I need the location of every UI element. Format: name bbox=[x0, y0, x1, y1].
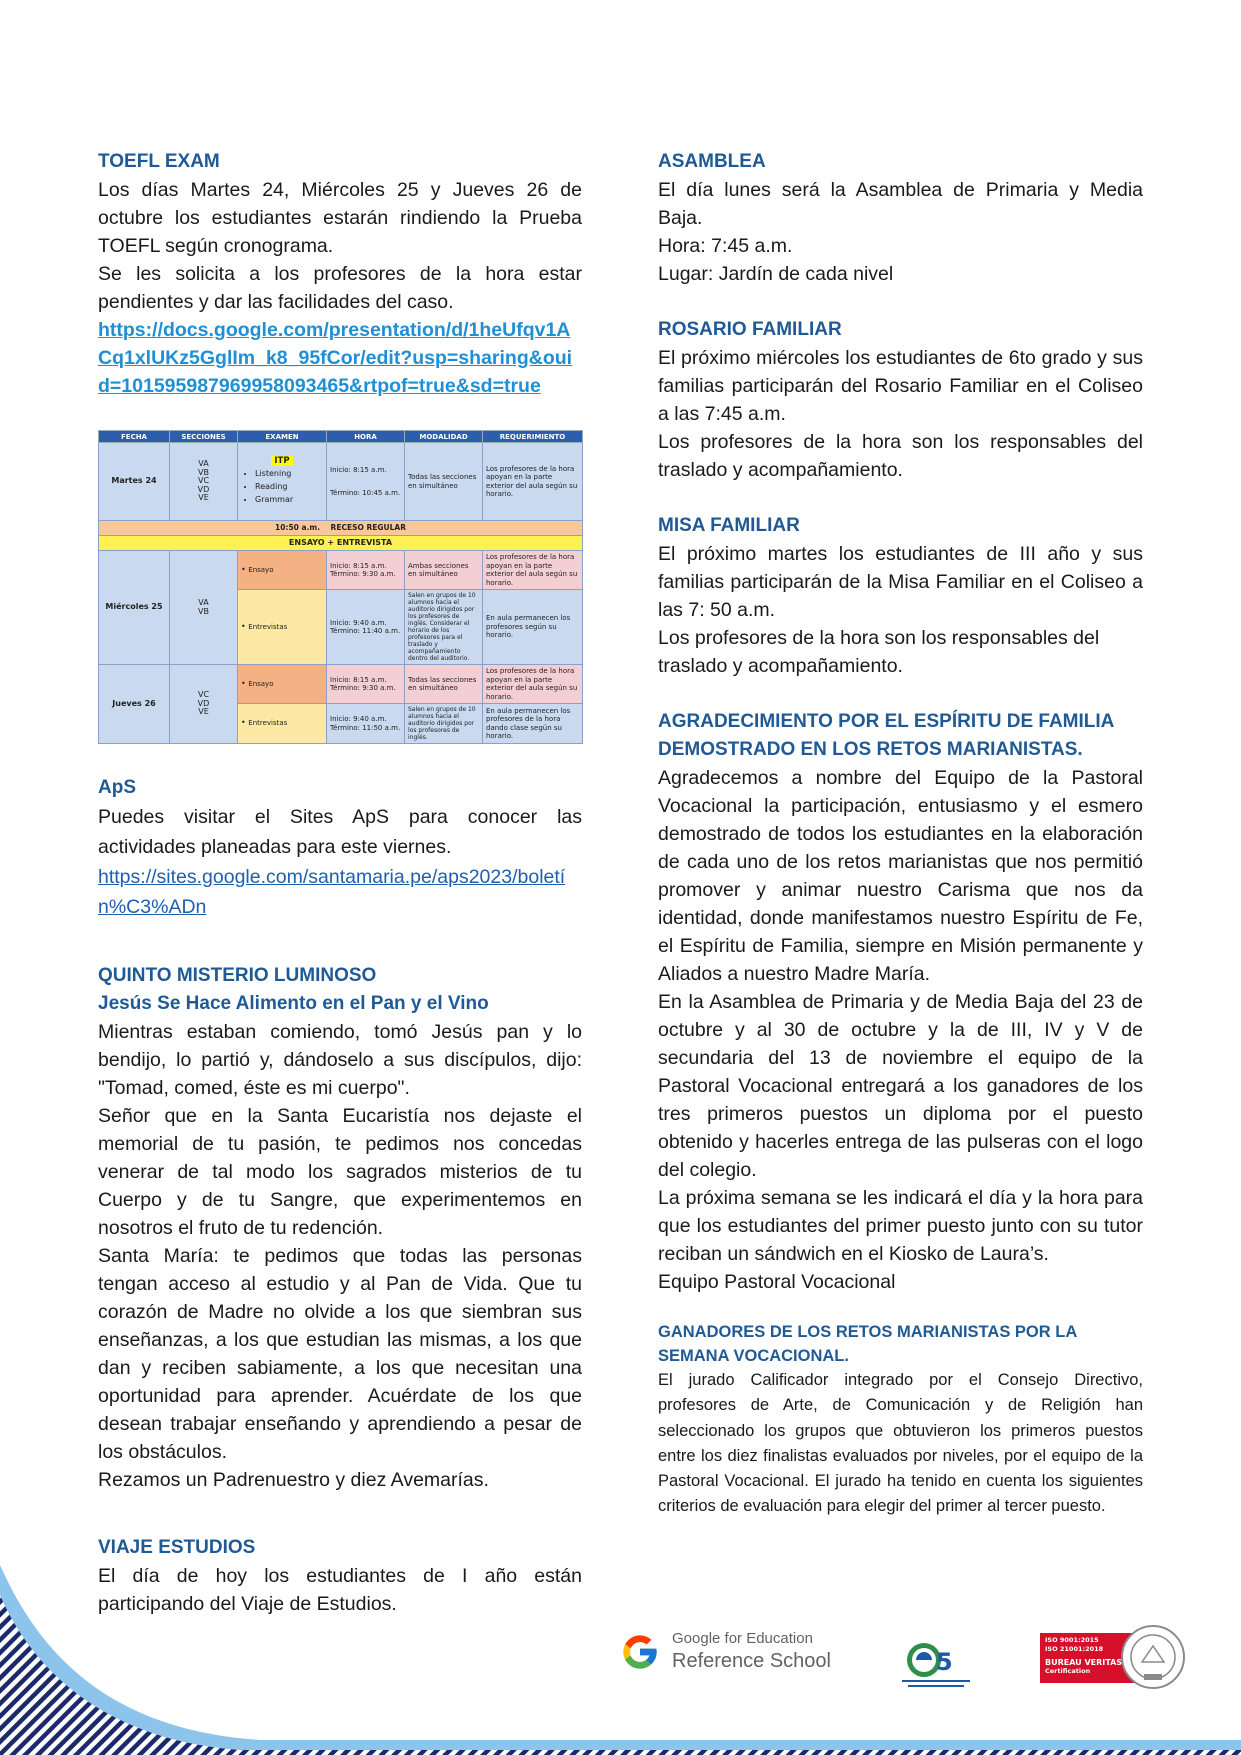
requerimiento-cell: Los profesores de la hora apoyan en la parte exterior del aula según su horario. bbox=[483, 665, 583, 704]
section-label: VD bbox=[197, 484, 210, 494]
toefl-section bbox=[98, 148, 582, 400]
viaje-heading: VIAJE ESTUDIOS bbox=[98, 1537, 256, 1558]
table-header: FECHA bbox=[99, 431, 170, 443]
misa-heading: MISA FAMILIAR bbox=[658, 515, 800, 536]
misterio-section bbox=[98, 962, 582, 1494]
exam-cell: • Entrevistas bbox=[238, 590, 327, 665]
ganadores-heading: GANADORES DE LOS RETOS MARIANISTAS POR LA SEMANA VOCACIONAL. bbox=[658, 1323, 1077, 1365]
bureau-veritas-seal-icon bbox=[1120, 1624, 1186, 1690]
section-label: VC bbox=[197, 690, 210, 700]
aps-section bbox=[98, 774, 582, 922]
requerimiento-cell: En aula permanecen los profesores de la hora dando clase según su horario. bbox=[483, 704, 583, 744]
recess-label: RECESO REGULAR bbox=[330, 522, 406, 532]
toefl-link[interactable]: https://docs.google.com/presentation/d/1heUfqv1ACq1xlUKz5GglIm_k8_95fCor/edit?usp=sharing&ouid=101595987969958093465&rtpof=true&sd=true bbox=[98, 319, 573, 397]
hora-termino: Término: 11:50 a.m. bbox=[330, 723, 401, 732]
modalidad-cell: Salen en grupos de 10 alumnos hacia el auditorio dirigidos por los profesores de inglés. bbox=[405, 704, 483, 744]
hora-inicio: Inicio: 9:40 a.m. bbox=[330, 618, 387, 627]
table-header: MODALIDAD bbox=[405, 431, 483, 443]
toefl-schedule-table bbox=[98, 430, 583, 744]
hora-termino: Término: 10:45 a.m. bbox=[330, 488, 401, 497]
agradecimiento-heading: AGRADECIMIENTO POR EL ESPÍRITU DE FAMILIA DEMOSTRADO EN LOS RETOS MARIANISTAS. bbox=[658, 711, 1114, 760]
table-row-miercoles-ensayo bbox=[99, 551, 583, 590]
asamblea-heading: ASAMBLEA bbox=[658, 151, 766, 172]
exam-item: Entrevistas bbox=[248, 719, 288, 728]
hora-inicio: Inicio: 8:15 a.m. bbox=[330, 466, 387, 474]
asamblea-hora: Hora: 7:45 a.m. bbox=[658, 235, 793, 257]
misterio-paragraph-2: Señor que en la Santa Eucaristía nos dejaste el memorial de tu pasión, te pedimos nos concedas venerar de tal modo los sagrados misterios de tu Cuerpo y de tu Sangre, que experimentemos en nosotros el fruto de tu redención. bbox=[98, 1105, 582, 1239]
modalidad-cell: Salen en grupos de 10 alumnos hacia el auditorio dirigidos por los profesores de inglés. Considerar el horario de los profesores para el traslado y acompañamiento dentro del auditorio. bbox=[405, 590, 483, 665]
asamblea-lugar: Lugar: Jardín de cada nivel bbox=[658, 263, 894, 285]
itp-label: ITP bbox=[271, 456, 292, 466]
section-label: VD bbox=[197, 698, 210, 708]
bureau-veritas-text: BUREAU VERITAS bbox=[1045, 1658, 1123, 1667]
hora-cell bbox=[327, 665, 405, 704]
hora-inicio: Inicio: 9:40 a.m. bbox=[330, 715, 387, 723]
hora-termino: Término: 9:30 a.m. bbox=[330, 684, 396, 692]
table-header: EXAMEN bbox=[238, 431, 327, 443]
rosario-section bbox=[658, 316, 1143, 484]
table-header-row bbox=[99, 431, 583, 443]
requerimiento-cell: Los profesores de la hora apoyan en la parte exterior del aula según su horario. bbox=[483, 551, 583, 590]
date-cell: Martes 24 bbox=[99, 443, 170, 521]
left-column bbox=[98, 148, 582, 1618]
exam-cell: • Ensayo bbox=[238, 665, 327, 704]
misa-paragraph-1: El próximo martes los estudiantes de III año y sus familias participarán de la Misa Familiar en el Coliseo a las 7: 50 a.m. bbox=[658, 543, 1143, 621]
rosario-paragraph-1: El próximo miércoles los estudiantes de 6to grado y sus familias participarán del Rosario Familiar en el Coliseo a las 7:45 a.m. bbox=[658, 347, 1143, 425]
iso-21001-text: ISO 21001:2018 bbox=[1045, 1645, 1104, 1653]
google-for-education-text: Google for Education bbox=[672, 1630, 813, 1647]
table-header: SECCIONES bbox=[170, 431, 238, 443]
toefl-heading: TOEFL EXAM bbox=[98, 151, 220, 172]
pacto-educativo-logo-icon bbox=[898, 1630, 974, 1690]
exam-item: • Reading bbox=[255, 480, 323, 493]
sections-cell bbox=[170, 551, 238, 665]
sections-cell bbox=[170, 665, 238, 744]
exam-cell: • Entrevistas bbox=[238, 704, 327, 744]
section-label: VA bbox=[198, 598, 209, 607]
iso-9001-text: ISO 9001:2015 bbox=[1045, 1636, 1099, 1644]
ganadores-section bbox=[658, 1320, 1143, 1520]
misa-paragraph-2: Los profesores de la hora son los responsables del traslado y acompañamiento. bbox=[658, 627, 1100, 677]
table-row-martes bbox=[99, 443, 583, 521]
agradecimiento-section bbox=[658, 708, 1143, 1296]
table-row-jueves-ensayo bbox=[99, 665, 583, 704]
misterio-heading: QUINTO MISTERIO LUMINOSO bbox=[98, 965, 377, 986]
section-label: VE bbox=[198, 707, 209, 717]
section-label: VC bbox=[197, 476, 210, 486]
google-logo-icon bbox=[620, 1632, 660, 1672]
date-cell: Jueves 26 bbox=[99, 665, 170, 744]
misterio-paragraph-1: Mientras estaban comiendo, tomó Jesús pan y lo bendijo, lo partió y, dándoselo a sus discípulos, dijo: "Tomad, comed, éste es mi cuerpo". bbox=[98, 1021, 582, 1099]
misterio-paragraph-4: Rezamos un Padrenuestro y diez Avemarías. bbox=[98, 1469, 489, 1491]
reference-school-text: Reference School bbox=[672, 1650, 831, 1672]
misterio-subheading: Jesús Se Hace Alimento en el Pan y el Vino bbox=[98, 993, 489, 1014]
modalidad-cell: Todas las secciones en simultáneo bbox=[405, 665, 483, 704]
exam-item: • Grammar bbox=[255, 493, 323, 506]
exam-item: Entrevistas bbox=[248, 622, 288, 631]
aps-paragraph: Puedes visitar el Sites ApS para conocer las actividades planeadas para este viernes. bbox=[98, 806, 582, 858]
certification-text: Certification bbox=[1045, 1667, 1091, 1675]
hora-inicio: Inicio: 8:15 a.m. bbox=[330, 675, 387, 684]
misterio-paragraph-3: Santa María: te pedimos que todas las personas tengan acceso al estudio y al Pan de Vida. Que tu corazón de Madre no olvide a los que siembran sus enseñanzas, a los que estudian las mismas, a los que dan y reciben sabiamente, a los que necesitan una oportunidad para aprender. Acuérdate de los que desean trabajar enseñando y aprendiendo a pesar de los obstáculos. bbox=[98, 1245, 582, 1463]
table-header: REQUERIMIENTO bbox=[483, 431, 583, 443]
section-label: VB bbox=[198, 606, 209, 616]
recess-time: 10:50 a.m. bbox=[275, 522, 321, 532]
recess-row bbox=[99, 521, 583, 536]
table-header: HORA bbox=[327, 431, 405, 443]
section-label: VB bbox=[198, 467, 209, 477]
ensayo-banner: ENSAYO + ENTREVISTA bbox=[99, 536, 583, 551]
misa-section bbox=[658, 512, 1143, 680]
viaje-paragraph: El día de hoy los estudiantes de I año están participando del Viaje de Estudios. bbox=[98, 1565, 582, 1615]
hora-cell bbox=[327, 590, 405, 665]
requerimiento-cell: En aula permanecen los profesores según su horario. bbox=[483, 590, 583, 665]
recess-cell bbox=[99, 521, 583, 536]
hora-cell bbox=[327, 443, 405, 521]
agradecimiento-paragraph-2: En la Asamblea de Primaria y de Media Baja del 23 de octubre y al 30 de octubre y la de III, IV y V de secundaria del 13 de noviembre el equipo de la Pastoral Vocacional entregará a los ganadores de los tres primeros puestos un diploma por el puesto obtenido y hacerles entrega de las pulseras con el logo del colegio. bbox=[658, 991, 1143, 1181]
agradecimiento-signature: Equipo Pastoral Vocacional bbox=[658, 1271, 896, 1293]
hora-cell bbox=[327, 704, 405, 744]
hora-termino: Término: 11:40 a.m. bbox=[330, 627, 401, 635]
right-column bbox=[658, 148, 1143, 1520]
requerimiento-cell: Los profesores de la hora apoyan en la parte exterior del aula según su horario. bbox=[483, 443, 583, 521]
sections-cell bbox=[170, 443, 238, 521]
agradecimiento-paragraph-3: La próxima semana se les indicará el día y la hora para que los estudiantes del primer puesto junto con su tutor reciban un sándwich en el Kiosko de Laura’s. bbox=[658, 1187, 1143, 1265]
agradecimiento-paragraph-1: Agradecemos a nombre del Equipo de la Pastoral Vocacional la participación, entusiasmo y el esmero demostrado de todos los estudiantes en la elaboración de cada uno de los retos marianistas que nos permitió promover y animar nuestro Carisma que nos da identidad, donde manifestamos nuestro Espíritu de Fe, el Espíritu de Familia, siempre en Misión permanente y Aliados a nuestro Madre María. bbox=[658, 767, 1143, 985]
svg-text:5: 5 bbox=[936, 1648, 953, 1676]
exam-item: Ensayo bbox=[248, 679, 274, 688]
hora-termino: Término: 9:30 a.m. bbox=[330, 570, 396, 578]
date-cell: Miércoles 25 bbox=[99, 551, 170, 665]
asamblea-paragraph-1: El día lunes será la Asamblea de Primaria y Media Baja. bbox=[658, 179, 1143, 229]
rosario-paragraph-2: Los profesores de la hora son los responsables del traslado y acompañamiento. bbox=[658, 431, 1143, 481]
ensayo-banner-row bbox=[99, 536, 583, 551]
toefl-paragraph-2: Se les solicita a los profesores de la hora estar pendientes y dar las facilidades del caso. bbox=[98, 263, 582, 313]
hora-inicio: Inicio: 8:15 a.m. bbox=[330, 561, 387, 570]
toefl-paragraph-1: Los días Martes 24, Miércoles 25 y Jueves 26 de octubre los estudiantes estarán rindiendo la Prueba TOEFL según cronograma. bbox=[98, 179, 582, 257]
rosario-heading: ROSARIO FAMILIAR bbox=[658, 319, 842, 340]
aps-link[interactable]: https://sites.google.com/santamaria.pe/aps2023/boletín%C3%ADn bbox=[98, 866, 566, 918]
exam-item: Ensayo bbox=[248, 565, 274, 574]
footer-logos bbox=[620, 1630, 1200, 1710]
section-label: VA bbox=[198, 459, 209, 469]
exam-item: • Listening bbox=[255, 467, 323, 480]
modalidad-cell: Todas las secciones en simultáneo bbox=[405, 443, 483, 521]
exam-cell bbox=[238, 443, 327, 521]
asamblea-section bbox=[658, 148, 1143, 288]
ganadores-paragraph: El jurado Calificador integrado por el Consejo Directivo, profesores de Arte, de Comunicación y de Religión han seleccionado los grupos que obtuvieron los primeros puestos entre los diez finalistas evaluados por niveles, por el equipo de la Pastoral Vocacional. El jurado ha tenido en cuenta los siguientes criterios de evaluación para elegir del primer al tercer puesto. bbox=[658, 1371, 1143, 1516]
section-label: VE bbox=[198, 493, 209, 503]
hora-cell bbox=[327, 551, 405, 590]
exam-cell: • Ensayo bbox=[238, 551, 327, 590]
modalidad-cell: Ambas secciones en simultáneo bbox=[405, 551, 483, 590]
aps-heading: ApS bbox=[98, 777, 136, 798]
